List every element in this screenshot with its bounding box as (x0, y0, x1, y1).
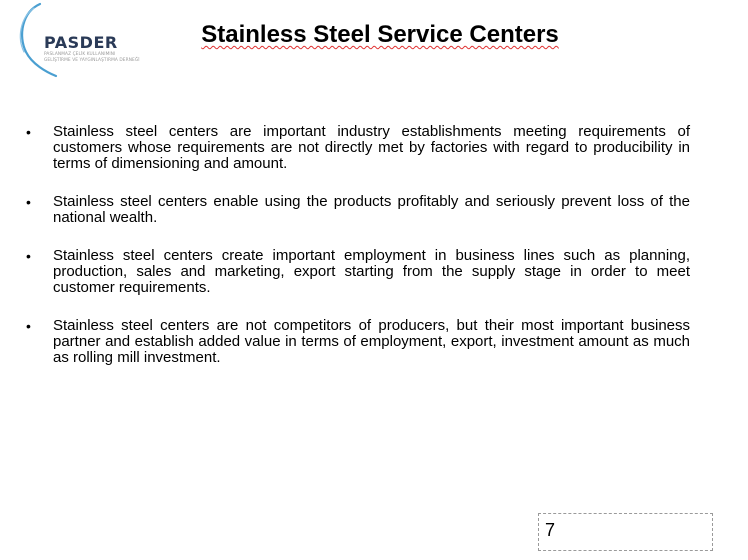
bullet-dot-icon: • (26, 248, 31, 264)
bullet-list (26, 124, 690, 388)
bullet-text: Stainless steel centers create important employment in business lines such as planning, production, sales and marketing, export starting from the supply stage in order to meet customer requirements. (53, 247, 690, 296)
pasder-logo (0, 0, 160, 84)
page-number-box (538, 513, 713, 551)
bullet-dot-icon: • (26, 194, 31, 210)
bullet-text: Stainless steel centers are not competitors of producers, but their most important business partner and establish added value in terms of employment, export, investment amount as much as rolling mill investment. (53, 317, 690, 366)
bullet-text: Stainless steel centers are important industry establishments meeting requirements of customers whose requirements are not directly met by factories with regard to producibility in terms of dimensioning and amount. (53, 123, 690, 172)
page-number: 7 (545, 520, 556, 540)
bullet-item (26, 124, 690, 172)
bullet-text: Stainless steel centers enable using the products profitably and seriously prevent loss of the national wealth. (53, 193, 690, 226)
bullet-dot-icon: • (26, 124, 31, 140)
bullet-item (26, 194, 690, 226)
bullet-item (26, 318, 690, 366)
logo-name: PASDER (44, 33, 118, 52)
bullet-item (26, 248, 690, 296)
bullet-dot-icon: • (26, 318, 31, 334)
logo-tagline-line2: GELİŞTİRME VE YAYGINLAŞTIRMA DERNEĞİ (44, 58, 140, 63)
slide-title: Stainless Steel Service Centers (201, 21, 559, 48)
logo-tagline-line1: PASLANMAZ ÇELİK KULLANIMINI (44, 52, 116, 57)
